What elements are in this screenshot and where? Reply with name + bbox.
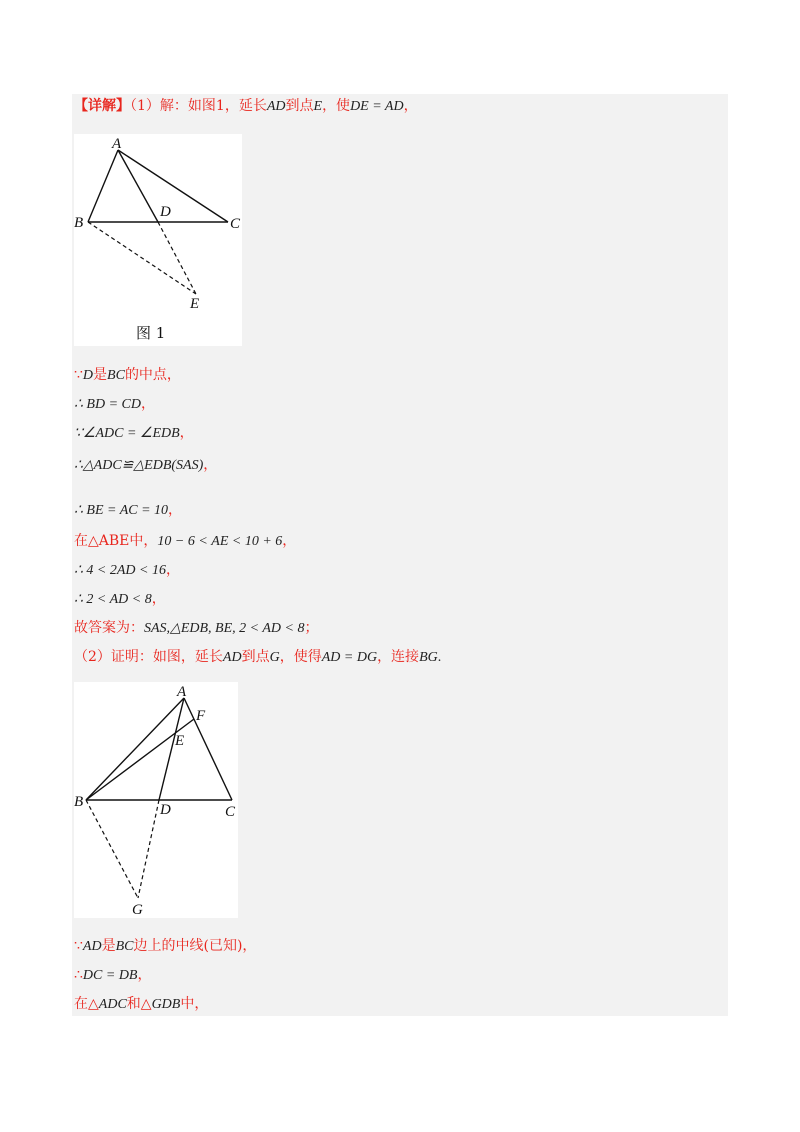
fig2-label-e: E [175, 733, 185, 749]
fig1-caption: 图 1 [136, 324, 166, 342]
figure-1 [74, 134, 242, 346]
in-triangles-line: 在△ADC和△GDB中， [74, 996, 209, 1012]
answer-line: 故答案为：SAS,△EDB, BE, 2 < AD < 8； [74, 620, 319, 636]
median-reason: ∵AD是BC边上的中线(已知)， [74, 938, 257, 954]
fig1-label-b: B [74, 215, 84, 231]
fig2-label-b: B [74, 794, 84, 810]
range-2ad: ∴ 4 < 2AD < 16， [74, 562, 180, 578]
angle-equality: ∵∠ADC = ∠EDB， [74, 425, 194, 441]
fig1-label-c: C [230, 216, 241, 232]
part2-intro: （2）证明：如图，延长AD到点G，使得AD = DG，连接BG. [74, 649, 442, 665]
fig1-label-e: E [190, 296, 200, 312]
triangle-congruence: ∴△ADC≌△EDB(SAS)， [74, 457, 218, 473]
fig2-label-c: C [225, 804, 236, 820]
be-equals-ac: ∴ BE = AC = 10， [74, 502, 183, 518]
bd-equals-cd: ∴ BD = CD， [74, 396, 155, 412]
detail-label: 【详解】 [74, 98, 130, 114]
fig2-label-g: G [132, 902, 143, 918]
range-ad: ∴ 2 < AD < 8， [74, 591, 166, 607]
fig2-label-f: F [196, 708, 206, 724]
fig1-label-d: D [160, 204, 171, 220]
fig1-label-a: A [112, 136, 122, 152]
fig2-label-d: D [160, 802, 171, 818]
reason-midpoint: ∵D是BC的中点， [74, 367, 181, 383]
fig2-label-a: A [177, 684, 187, 700]
dc-equals-db: ∴DC = DB， [74, 967, 152, 983]
solution-heading-line: 【详解】（1）解：如图1，延长AD到点E，使DE = AD， [74, 98, 418, 114]
figure-2 [74, 682, 238, 918]
triangle-inequality: 在△ABE中，10 − 6 < AE < 10 + 6， [74, 533, 297, 549]
